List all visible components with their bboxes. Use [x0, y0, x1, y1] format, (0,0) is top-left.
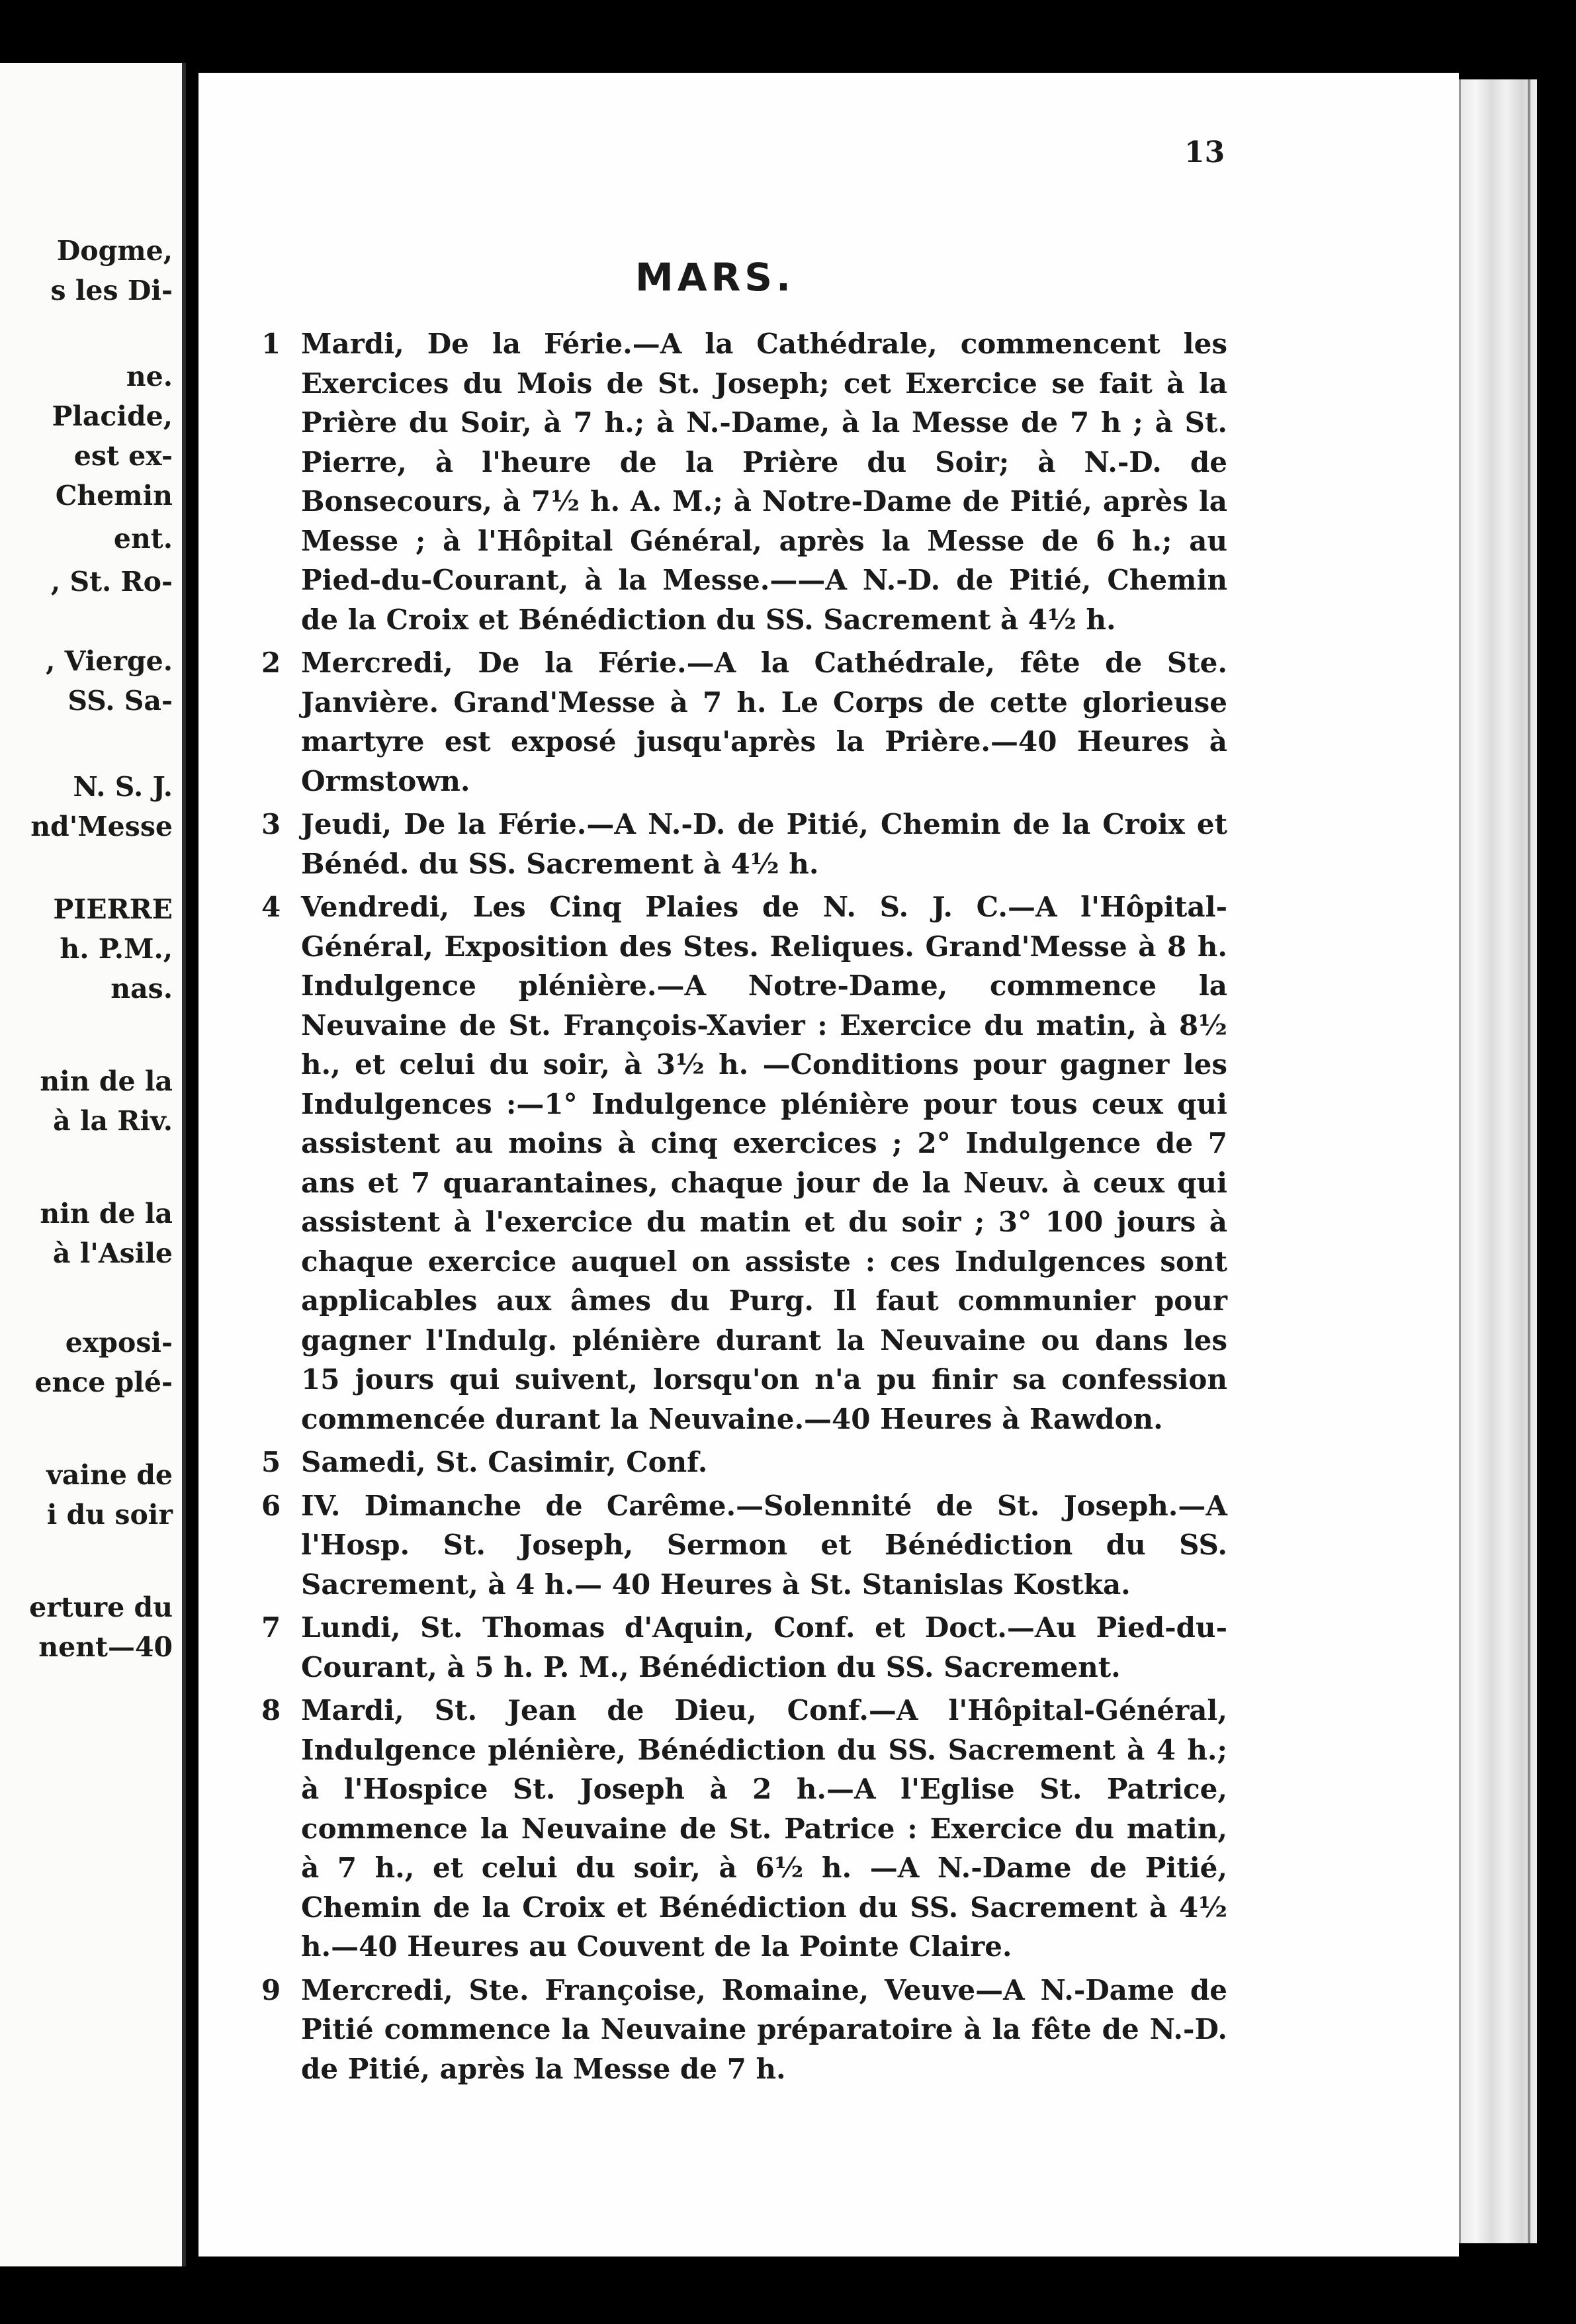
calendar-entry	[261, 643, 1227, 801]
left-page-line: nd'Messe	[30, 811, 173, 842]
entry-text: Mardi, De la Férie.—A la Cathédrale, commencent les Exercices du Mois de St. Joseph; cet Exercice se fait à la Prière du Soir, à 7 h.; à N.-Dame, à la Messe de 7 h ; à St. Pierre, à l'heure de la Prière du Soir; à N.-D. de Bonsecours, à 7½ h. A. M.; à Notre-Dame de Pitié, après la Messe ; à l'Hôpital Général, après la Messe de 6 h.; au Pied-du-Courant, à la Messe.——A N.-D. de Pitié, Chemin de la Croix et Bénédiction du SS. Sacrement à 4½ h.	[301, 328, 1227, 636]
left-page-line: ne.	[126, 361, 173, 392]
entry-text: Mardi, St. Jean de Dieu, Conf.—A l'Hôpital-Général, Indulgence plénière, Bénédiction du SS. Sacrement à 4 h.; à l'Hospice St. Joseph à 2 h.—A l'Eglise St. Patrice, commence la Neuvaine de St. Patrice : Exercice du matin, à 7 h., et celui du soir, à 6½ h. —A N.-Dame de Pitié, Chemin de la Croix et Bénédiction du SS. Sacrement à 4½ h.—40 Heures au Couvent de la Pointe Claire.	[301, 1694, 1227, 1963]
entry-day-number: 3	[261, 808, 281, 840]
entry-day-number: 5	[261, 1446, 281, 1478]
left-page-line: Dogme,	[56, 235, 173, 267]
entry-text: Samedi, St. Casimir, Conf.	[301, 1446, 708, 1478]
page-number: 13	[1184, 136, 1225, 169]
left-page-line: h. P.M.,	[60, 933, 173, 965]
left-page-line: s les Di-	[50, 275, 173, 306]
entry-day-number: 7	[261, 1611, 281, 1644]
left-page-line: Chemin	[55, 480, 173, 512]
left-page-line: i du soir	[46, 1499, 173, 1531]
left-page-line: nas.	[110, 973, 173, 1005]
left-page-line: nin de la	[40, 1198, 173, 1229]
calendar-entry	[261, 1691, 1227, 1967]
left-page-line: , St. Ro-	[50, 566, 173, 598]
calendar-entry	[261, 1608, 1227, 1687]
left-page-line: vaine de	[46, 1459, 173, 1491]
entry-day-number: 4	[261, 891, 281, 923]
left-page-line: , Vierge.	[46, 645, 173, 677]
calendar-entry	[261, 324, 1227, 639]
calendar-entry	[261, 1443, 1227, 1482]
left-page-line: nin de la	[40, 1065, 173, 1097]
left-page-line: SS. Sa-	[67, 685, 173, 717]
entry-day-number: 1	[261, 328, 281, 360]
entry-day-number: 8	[261, 1694, 281, 1726]
entry-day-number: 9	[261, 1973, 281, 2006]
left-page-line: exposi-	[65, 1327, 173, 1359]
entry-text: Vendredi, Les Cinq Plaies de N. S. J. C.—A l'Hôpital-Général, Exposition des Stes. Reliques. Grand'Messe à 8 h. Indulgence plénière.—A Notre-Dame, commence la Neuvaine de St. François-Xavier : Exercice du matin, à 8½ h., et celui du soir, à 3½ h. —Conditions pour gagner les Indulgences :—1° Indulgence plénière pour tous ceux qui assistent au moins à cinq exercices ; 2° Indulgence de 7 ans et 7 quarantaines, chaque jour de la Neuv. à ceux qui assistent à l'exercice du matin et du soir ; 3° 100 jours à chaque exercice auquel on assiste : ces Indulgences sont applicables aux âmes du Purg. Il faut communier pour gagner l'Indulg. plénière durant la Neuvaine ou dans les 15 jours qui suivent, lorsqu'on n'a pu finir sa confession commencée durant la Neuvaine.—40 Heures à Rawdon.	[301, 891, 1227, 1435]
left-page-line: N. S. J.	[73, 771, 173, 803]
month-title: MARS.	[635, 255, 795, 300]
calendar-entry	[261, 1486, 1227, 1605]
entry-text: Mercredi, Ste. Françoise, Romaine, Veuve—A N.-Dame de Pitié commence la Neuvaine préparatoire à la fête de N.-D. de Pitié, après la Messe de 7 h.	[301, 1973, 1227, 2085]
left-page-line: ence plé-	[34, 1366, 173, 1398]
calendar-entry	[261, 805, 1227, 883]
left-page-line: erture du	[29, 1591, 173, 1623]
calendar-entries	[261, 324, 1227, 2092]
left-page-line: ent.	[113, 523, 173, 555]
left-page-line: PIERRE	[53, 893, 173, 925]
left-page-line: à l'Asile	[52, 1237, 173, 1269]
left-page-fragment	[0, 63, 186, 2266]
entry-text: Jeudi, De la Férie.—A N.-D. de Pitié, Chemin de la Croix et Bénéd. du SS. Sacrement à 4½ h.	[301, 808, 1227, 880]
left-page-line: est ex-	[73, 440, 173, 472]
left-page-line: nent—40	[38, 1631, 173, 1663]
left-page-line: Placide,	[52, 400, 173, 432]
left-page-line: à la Riv.	[53, 1105, 173, 1137]
calendar-entry	[261, 1971, 1227, 2089]
entry-text: Lundi, St. Thomas d'Aquin, Conf. et Doct.—Au Pied-du-Courant, à 5 h. P. M., Bénédiction du SS. Sacrement.	[301, 1611, 1227, 1683]
page-edge	[1459, 79, 1537, 2243]
entry-text: IV. Dimanche de Carême.—Solennité de St. Joseph.—A l'Hosp. St. Joseph, Sermon et Bénédiction du SS. Sacrement, à 4 h.— 40 Heures à St. Stanislas Kostka.	[301, 1489, 1227, 1601]
entry-day-number: 6	[261, 1489, 281, 1522]
entry-day-number: 2	[261, 647, 281, 679]
calendar-entry	[261, 887, 1227, 1439]
entry-text: Mercredi, De la Férie.—A la Cathédrale, fête de Ste. Janvière. Grand'Messe à 7 h. Le Corps de cette glorieuse martyre est exposé jusqu'après la Prière.—40 Heures à Ormstown.	[301, 647, 1227, 797]
